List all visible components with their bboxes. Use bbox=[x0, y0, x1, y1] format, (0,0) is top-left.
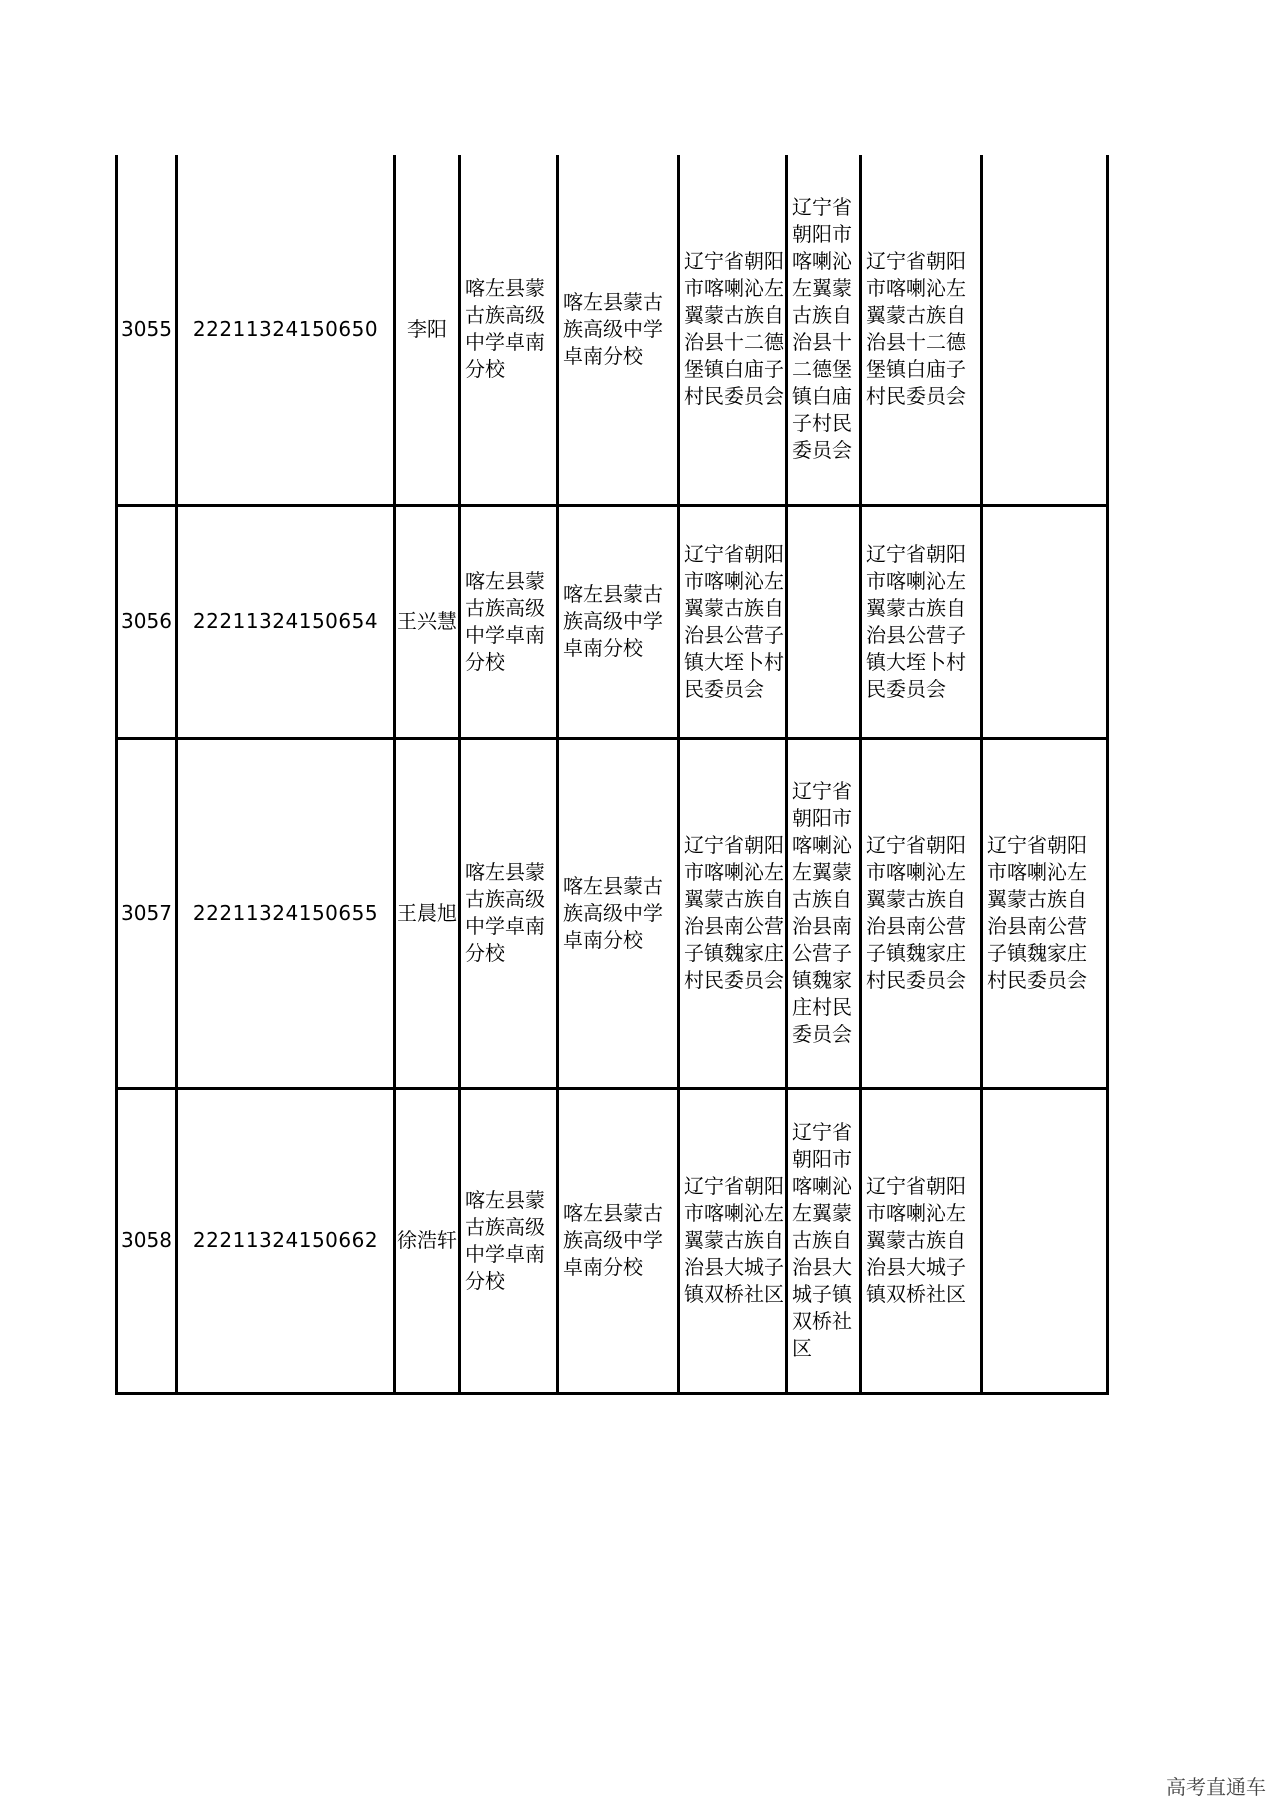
school-cell: 喀左县蒙古族高级中学卓南分校 bbox=[460, 1088, 558, 1393]
address-cell bbox=[787, 505, 861, 738]
seq-cell: 3057 bbox=[117, 738, 177, 1088]
school-cell: 喀左县蒙古族高级中学卓南分校 bbox=[558, 738, 679, 1088]
address-cell: 辽宁省朝阳市喀喇沁左翼蒙古族自治县十二德堡镇白庙子村民委员会 bbox=[787, 155, 861, 505]
school-cell: 喀左县蒙古族高级中学卓南分校 bbox=[460, 505, 558, 738]
name-cell: 王兴慧 bbox=[395, 505, 460, 738]
seq-cell: 3056 bbox=[117, 505, 177, 738]
school-cell: 喀左县蒙古族高级中学卓南分校 bbox=[558, 155, 679, 505]
address-cell: 辽宁省朝阳市喀喇沁左翼蒙古族自治县十二德堡镇白庙子村民委员会 bbox=[679, 155, 787, 505]
address-cell: 辽宁省朝阳市喀喇沁左翼蒙古族自治县公营子镇大垤卜村民委员会 bbox=[861, 505, 982, 738]
address-cell: 辽宁省朝阳市喀喇沁左翼蒙古族自治县大城子镇双桥社区 bbox=[787, 1088, 861, 1393]
address-cell: 辽宁省朝阳市喀喇沁左翼蒙古族自治县十二德堡镇白庙子村民委员会 bbox=[861, 155, 982, 505]
id-cell: 22211324150662 bbox=[177, 1088, 395, 1393]
address-cell bbox=[982, 505, 1108, 738]
name-cell: 李阳 bbox=[395, 155, 460, 505]
table-row bbox=[117, 1088, 1108, 1393]
seq-cell: 3058 bbox=[117, 1088, 177, 1393]
address-cell: 辽宁省朝阳市喀喇沁左翼蒙古族自治县南公营子镇魏家庄村民委员会 bbox=[679, 738, 787, 1088]
address-cell: 辽宁省朝阳市喀喇沁左翼蒙古族自治县南公营子镇魏家庄村民委员会 bbox=[787, 738, 861, 1088]
roster-table bbox=[115, 155, 1109, 1395]
address-cell: 辽宁省朝阳市喀喇沁左翼蒙古族自治县南公营子镇魏家庄村民委员会 bbox=[982, 738, 1108, 1088]
name-cell: 徐浩轩 bbox=[395, 1088, 460, 1393]
school-cell: 喀左县蒙古族高级中学卓南分校 bbox=[460, 155, 558, 505]
address-cell bbox=[982, 1088, 1108, 1393]
address-cell: 辽宁省朝阳市喀喇沁左翼蒙古族自治县大城子镇双桥社区 bbox=[861, 1088, 982, 1393]
address-cell: 辽宁省朝阳市喀喇沁左翼蒙古族自治县南公营子镇魏家庄村民委员会 bbox=[861, 738, 982, 1088]
id-cell: 22211324150655 bbox=[177, 738, 395, 1088]
school-cell: 喀左县蒙古族高级中学卓南分校 bbox=[558, 505, 679, 738]
school-cell: 喀左县蒙古族高级中学卓南分校 bbox=[558, 1088, 679, 1393]
watermark-text: 高考直通车 bbox=[1166, 1775, 1266, 1799]
address-cell bbox=[982, 155, 1108, 505]
school-cell: 喀左县蒙古族高级中学卓南分校 bbox=[460, 738, 558, 1088]
table-row bbox=[117, 505, 1108, 738]
id-cell: 22211324150654 bbox=[177, 505, 395, 738]
name-cell: 王晨旭 bbox=[395, 738, 460, 1088]
address-cell: 辽宁省朝阳市喀喇沁左翼蒙古族自治县公营子镇大垤卜村民委员会 bbox=[679, 505, 787, 738]
id-cell: 22211324150650 bbox=[177, 155, 395, 505]
address-cell: 辽宁省朝阳市喀喇沁左翼蒙古族自治县大城子镇双桥社区 bbox=[679, 1088, 787, 1393]
seq-cell: 3055 bbox=[117, 155, 177, 505]
table-row bbox=[117, 155, 1108, 505]
table-row bbox=[117, 738, 1108, 1088]
